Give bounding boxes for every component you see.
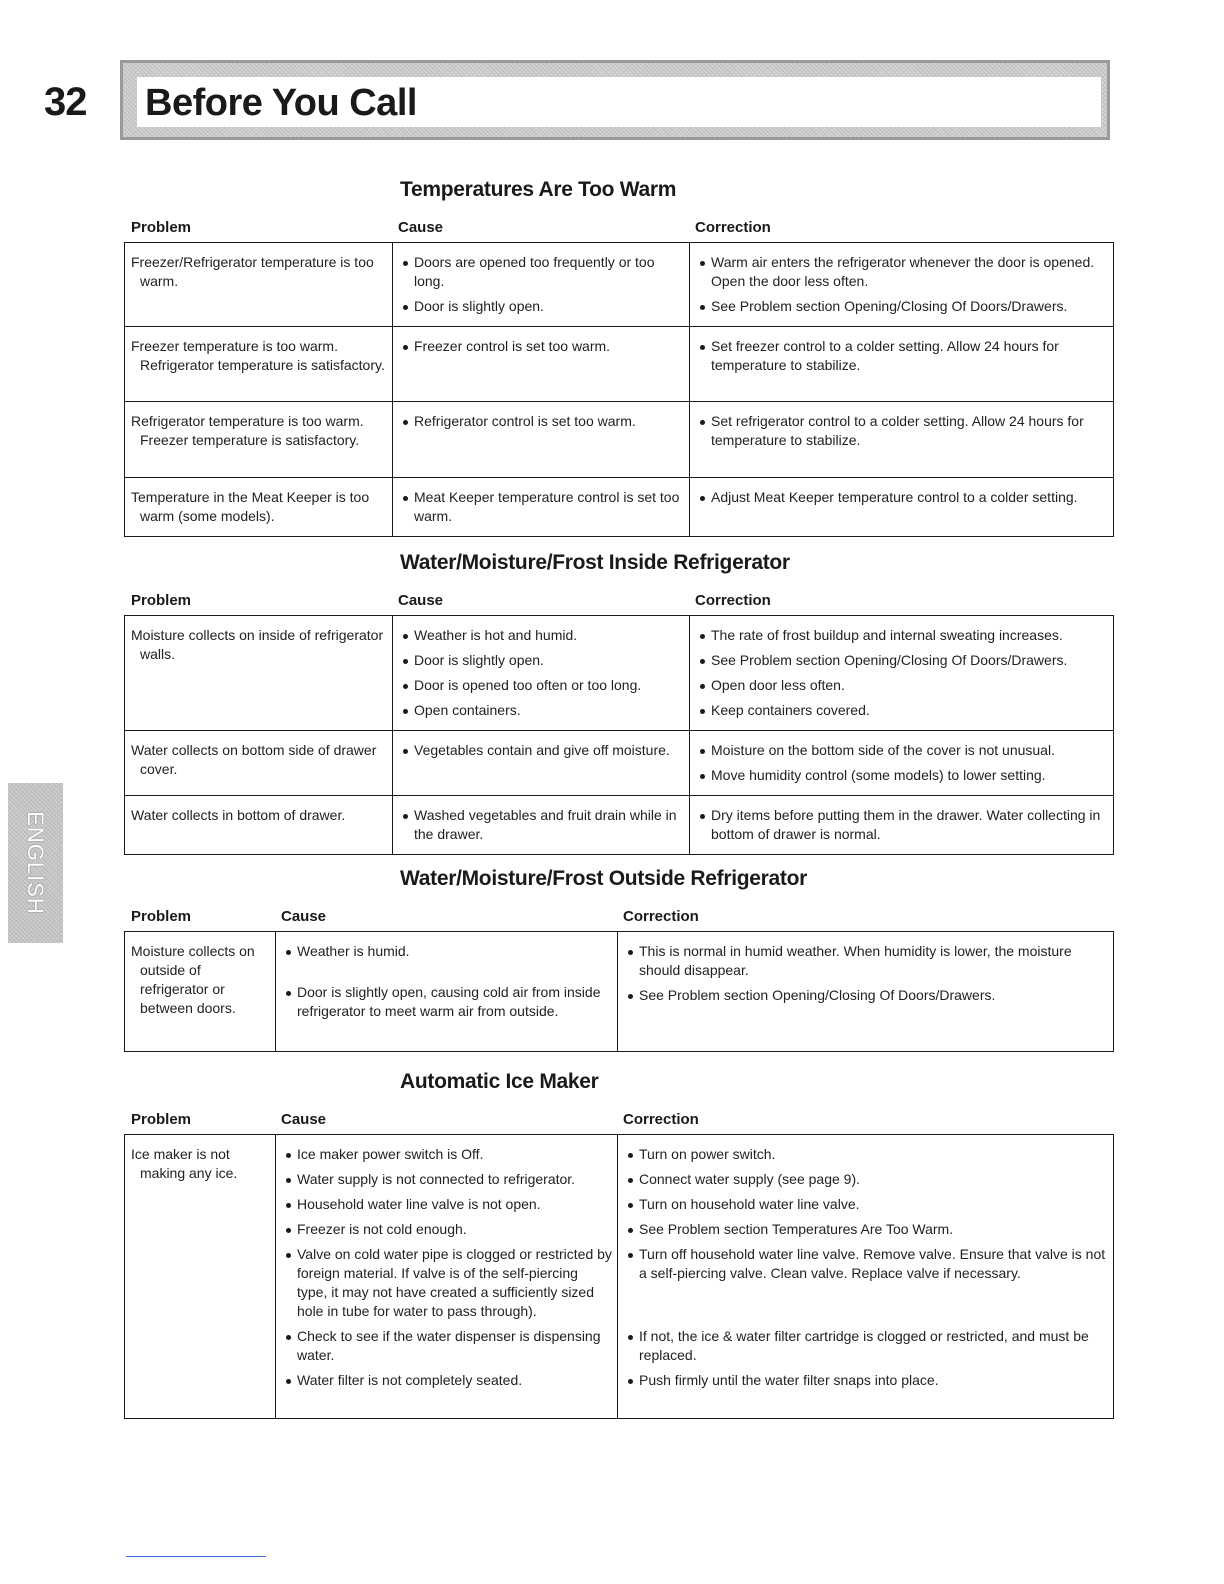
table-row (125, 796, 1114, 855)
section-title: Water/Moisture/Frost Outside Refrigerator (400, 867, 807, 890)
table-row (125, 1135, 1114, 1419)
correction-cell (618, 1135, 1114, 1419)
header-problem: Problem (131, 1111, 192, 1128)
correction-item: Turn on household water line valve. (624, 1195, 1108, 1214)
cause-item: Check to see if the water dispenser is dispensing water. (282, 1327, 612, 1365)
correction-item: See Problem section Opening/Closing Of Doors/Drawers. (696, 651, 1108, 670)
correction-cell (690, 731, 1114, 796)
cause-cell (393, 731, 690, 796)
language-label: ENGLISH (23, 811, 48, 915)
language-side-tab (8, 783, 63, 943)
header-problem: Problem (131, 592, 192, 609)
cause-cell (393, 616, 690, 731)
troubleshooting-table (124, 1134, 1114, 1419)
correction-cell (618, 932, 1114, 1052)
correction-item: If not, the ice & water filter cartridge is clogged or restricted, and must be replaced. (624, 1327, 1108, 1365)
cause-item: Weather is hot and humid. (399, 626, 684, 645)
header-problem: Problem (131, 908, 192, 925)
cause-item: Doors are opened too frequently or too long. (399, 253, 684, 291)
title-banner-inner (137, 77, 1101, 127)
correction-item: Move humidity control (some models) to lower setting. (696, 766, 1108, 785)
correction-item: This is normal in humid weather. When humidity is lower, the moisture should disappear. (624, 942, 1108, 980)
correction-cell (690, 478, 1114, 537)
problem-cell: Moisture collects on inside of refrigerator walls. (125, 616, 393, 731)
table-row (125, 478, 1114, 537)
problem-cell: Freezer/Refrigerator temperature is too warm. (125, 243, 393, 327)
problem-cell: Water collects on bottom side of drawer cover. (125, 731, 393, 796)
cause-item: Vegetables contain and give off moisture. (399, 741, 684, 760)
table-row (125, 243, 1114, 327)
cause-item: Washed vegetables and fruit drain while in the drawer. (399, 806, 684, 844)
page-title: Before You Call (145, 82, 417, 124)
correction-item: Push firmly until the water filter snaps into place. (624, 1371, 1108, 1390)
correction-cell (690, 243, 1114, 327)
section-title: Automatic Ice Maker (400, 1070, 599, 1093)
correction-cell (690, 616, 1114, 731)
troubleshooting-table (124, 242, 1114, 537)
correction-item: Turn off household water line valve. Remove valve. Ensure that valve is not a self-piercing valve. Clean valve. Replace valve if necessary. (624, 1245, 1108, 1283)
problem-cell: Temperature in the Meat Keeper is too warm (some models). (125, 478, 393, 537)
cause-item: Door is slightly open. (399, 297, 684, 316)
correction-item: Open door less often. (696, 676, 1108, 695)
correction-item: Set freezer control to a colder setting. Allow 24 hours for temperature to stabilize. (696, 337, 1108, 375)
problem-cell: Ice maker is not making any ice. (125, 1135, 276, 1419)
section-ice-maker (124, 1070, 1113, 1430)
cause-item: Household water line valve is not open. (282, 1195, 612, 1214)
cause-item: Water supply is not connected to refrigerator. (282, 1170, 612, 1189)
cause-item: Refrigerator control is set too warm. (399, 412, 684, 431)
correction-item: Set refrigerator control to a colder setting. Allow 24 hours for temperature to stabilize. (696, 412, 1108, 450)
header-correction: Correction (623, 1111, 699, 1128)
cause-item: Water filter is not completely seated. (282, 1371, 612, 1390)
header-cause: Cause (281, 1111, 327, 1128)
correction-item: Turn on power switch. (624, 1145, 1108, 1164)
problem-cell: Refrigerator temperature is too warm. Freezer temperature is satisfactory. (125, 402, 393, 478)
cause-cell (393, 402, 690, 478)
cause-item: Freezer is not cold enough. (282, 1220, 612, 1239)
problem-cell: Water collects in bottom of drawer. (125, 796, 393, 855)
correction-item: See Problem section Temperatures Are Too Warm. (624, 1220, 1108, 1239)
correction-item: See Problem section Opening/Closing Of Doors/Drawers. (624, 986, 1108, 1005)
cause-cell (393, 243, 690, 327)
cause-item: Door is slightly open. (399, 651, 684, 670)
problem-cell: Moisture collects on outside of refrigerator or between doors. (125, 932, 276, 1052)
section-temperatures-too-warm (124, 178, 1113, 538)
cause-item: Open containers. (399, 701, 684, 720)
cause-item: Weather is humid. (282, 942, 612, 961)
section-moisture-outside (124, 867, 1113, 1057)
correction-item: The rate of frost buildup and internal sweating increases. (696, 626, 1108, 645)
cause-item: Meat Keeper temperature control is set too warm. (399, 488, 684, 526)
table-row (125, 932, 1114, 1052)
table-row (125, 327, 1114, 402)
correction-item: See Problem section Opening/Closing Of Doors/Drawers. (696, 297, 1108, 316)
header-cause: Cause (398, 219, 444, 236)
header-cause: Cause (281, 908, 327, 925)
correction-item: Warm air enters the refrigerator whenever the door is opened. Open the door less often. (696, 253, 1108, 291)
correction-item: Adjust Meat Keeper temperature control to a colder setting. (696, 488, 1108, 507)
cause-item: Door is slightly open, causing cold air from inside refrigerator to meet warm air from outside. (282, 983, 612, 1021)
table-row (125, 402, 1114, 478)
title-banner (120, 60, 1110, 140)
header-correction: Correction (623, 908, 699, 925)
cause-cell (393, 796, 690, 855)
correction-cell (690, 796, 1114, 855)
cause-item: Freezer control is set too warm. (399, 337, 684, 356)
correction-item: Connect water supply (see page 9). (624, 1170, 1108, 1189)
troubleshooting-table (124, 931, 1114, 1052)
correction-cell (690, 402, 1114, 478)
cause-item: Ice maker power switch is Off. (282, 1145, 612, 1164)
troubleshooting-table (124, 615, 1114, 855)
header-correction: Correction (695, 592, 771, 609)
table-row (125, 616, 1114, 731)
page-number: 32 (44, 80, 87, 124)
section-title: Temperatures Are Too Warm (400, 178, 677, 201)
cause-cell (393, 478, 690, 537)
footer-rule (126, 1556, 266, 1557)
section-moisture-inside (124, 551, 1113, 851)
cause-item: Valve on cold water pipe is clogged or restricted by foreign material. If valve is of the self-piercing type, it may not have created a sufficiently sized hole in tube for water to pass through). (282, 1245, 612, 1321)
cause-cell (276, 1135, 618, 1419)
section-title: Water/Moisture/Frost Inside Refrigerator (400, 551, 790, 574)
header-cause: Cause (398, 592, 444, 609)
correction-item: Keep containers covered. (696, 701, 1108, 720)
header-problem: Problem (131, 219, 192, 236)
correction-cell (690, 327, 1114, 402)
cause-cell (393, 327, 690, 402)
cause-cell (276, 932, 618, 1052)
header-correction: Correction (695, 219, 771, 236)
correction-item: Moisture on the bottom side of the cover is not unusual. (696, 741, 1108, 760)
problem-cell: Freezer temperature is too warm. Refrigerator temperature is satisfactory. (125, 327, 393, 402)
table-row (125, 731, 1114, 796)
cause-item: Door is opened too often or too long. (399, 676, 684, 695)
correction-item: Dry items before putting them in the drawer. Water collecting in bottom of drawer is normal. (696, 806, 1108, 844)
